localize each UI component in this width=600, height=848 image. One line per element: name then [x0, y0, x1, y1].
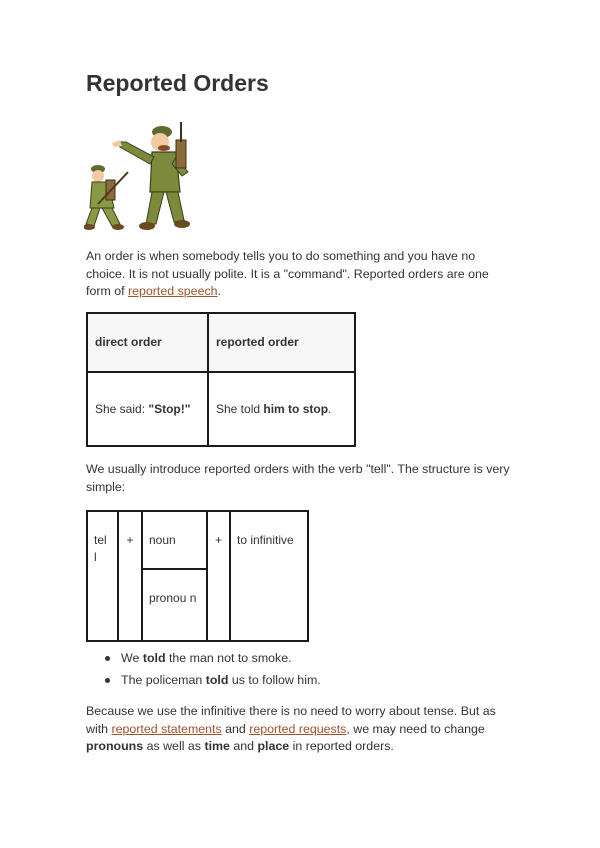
struct-pronoun-cell: pronou n: [141, 568, 208, 642]
struct-tell-cell: tel l: [86, 510, 119, 642]
closing-paragraph: Because we use the infinitive there is no need to worry about tense. But as with reported statements and reported requests, we may need to change pronouns as well as time and place in reported orders.: [86, 704, 496, 753]
reported-order-cell: She told him to stop.: [208, 372, 355, 446]
header-direct-order: direct order: [87, 313, 208, 372]
table-header-row: [87, 313, 355, 372]
reported-speech-link[interactable]: reported speech: [128, 284, 218, 298]
reported-statements-link[interactable]: reported statements: [111, 721, 222, 736]
struct-infinitive-cell: to infinitive: [229, 510, 309, 642]
intro-text: An order is when somebody tells you to do something and you have no choice. It is not usually polite. It is a "command". Reported orders are one form of: [86, 249, 489, 298]
orders-table: [86, 312, 356, 447]
struct-plus-cell-2: +: [206, 510, 231, 642]
structure-table: [86, 510, 309, 642]
intro-text-end: .: [217, 284, 222, 298]
structure-intro-paragraph: We usually introduce reported orders with the verb "tell". The structure is very simple:: [86, 462, 510, 494]
example-list: [86, 650, 321, 694]
table-row: [87, 372, 355, 446]
bullet-icon: [105, 678, 110, 683]
intro-paragraph: [86, 248, 516, 301]
struct-noun-cell: noun: [141, 510, 208, 570]
direct-order-cell: She said: "Stop!": [87, 372, 208, 446]
reported-requests-link[interactable]: reported requests: [249, 721, 347, 736]
header-reported-order: reported order: [208, 313, 355, 372]
soldiers-giving-order-illustration: [84, 112, 204, 237]
page-title: Reported Orders: [86, 70, 269, 96]
list-item: The policeman told us to follow him.: [86, 672, 321, 694]
list-item: We told the man not to smoke.: [86, 650, 321, 672]
small-soldier-figure: [84, 165, 128, 230]
bullet-icon: [105, 656, 110, 661]
struct-plus-cell-1: +: [117, 510, 143, 642]
